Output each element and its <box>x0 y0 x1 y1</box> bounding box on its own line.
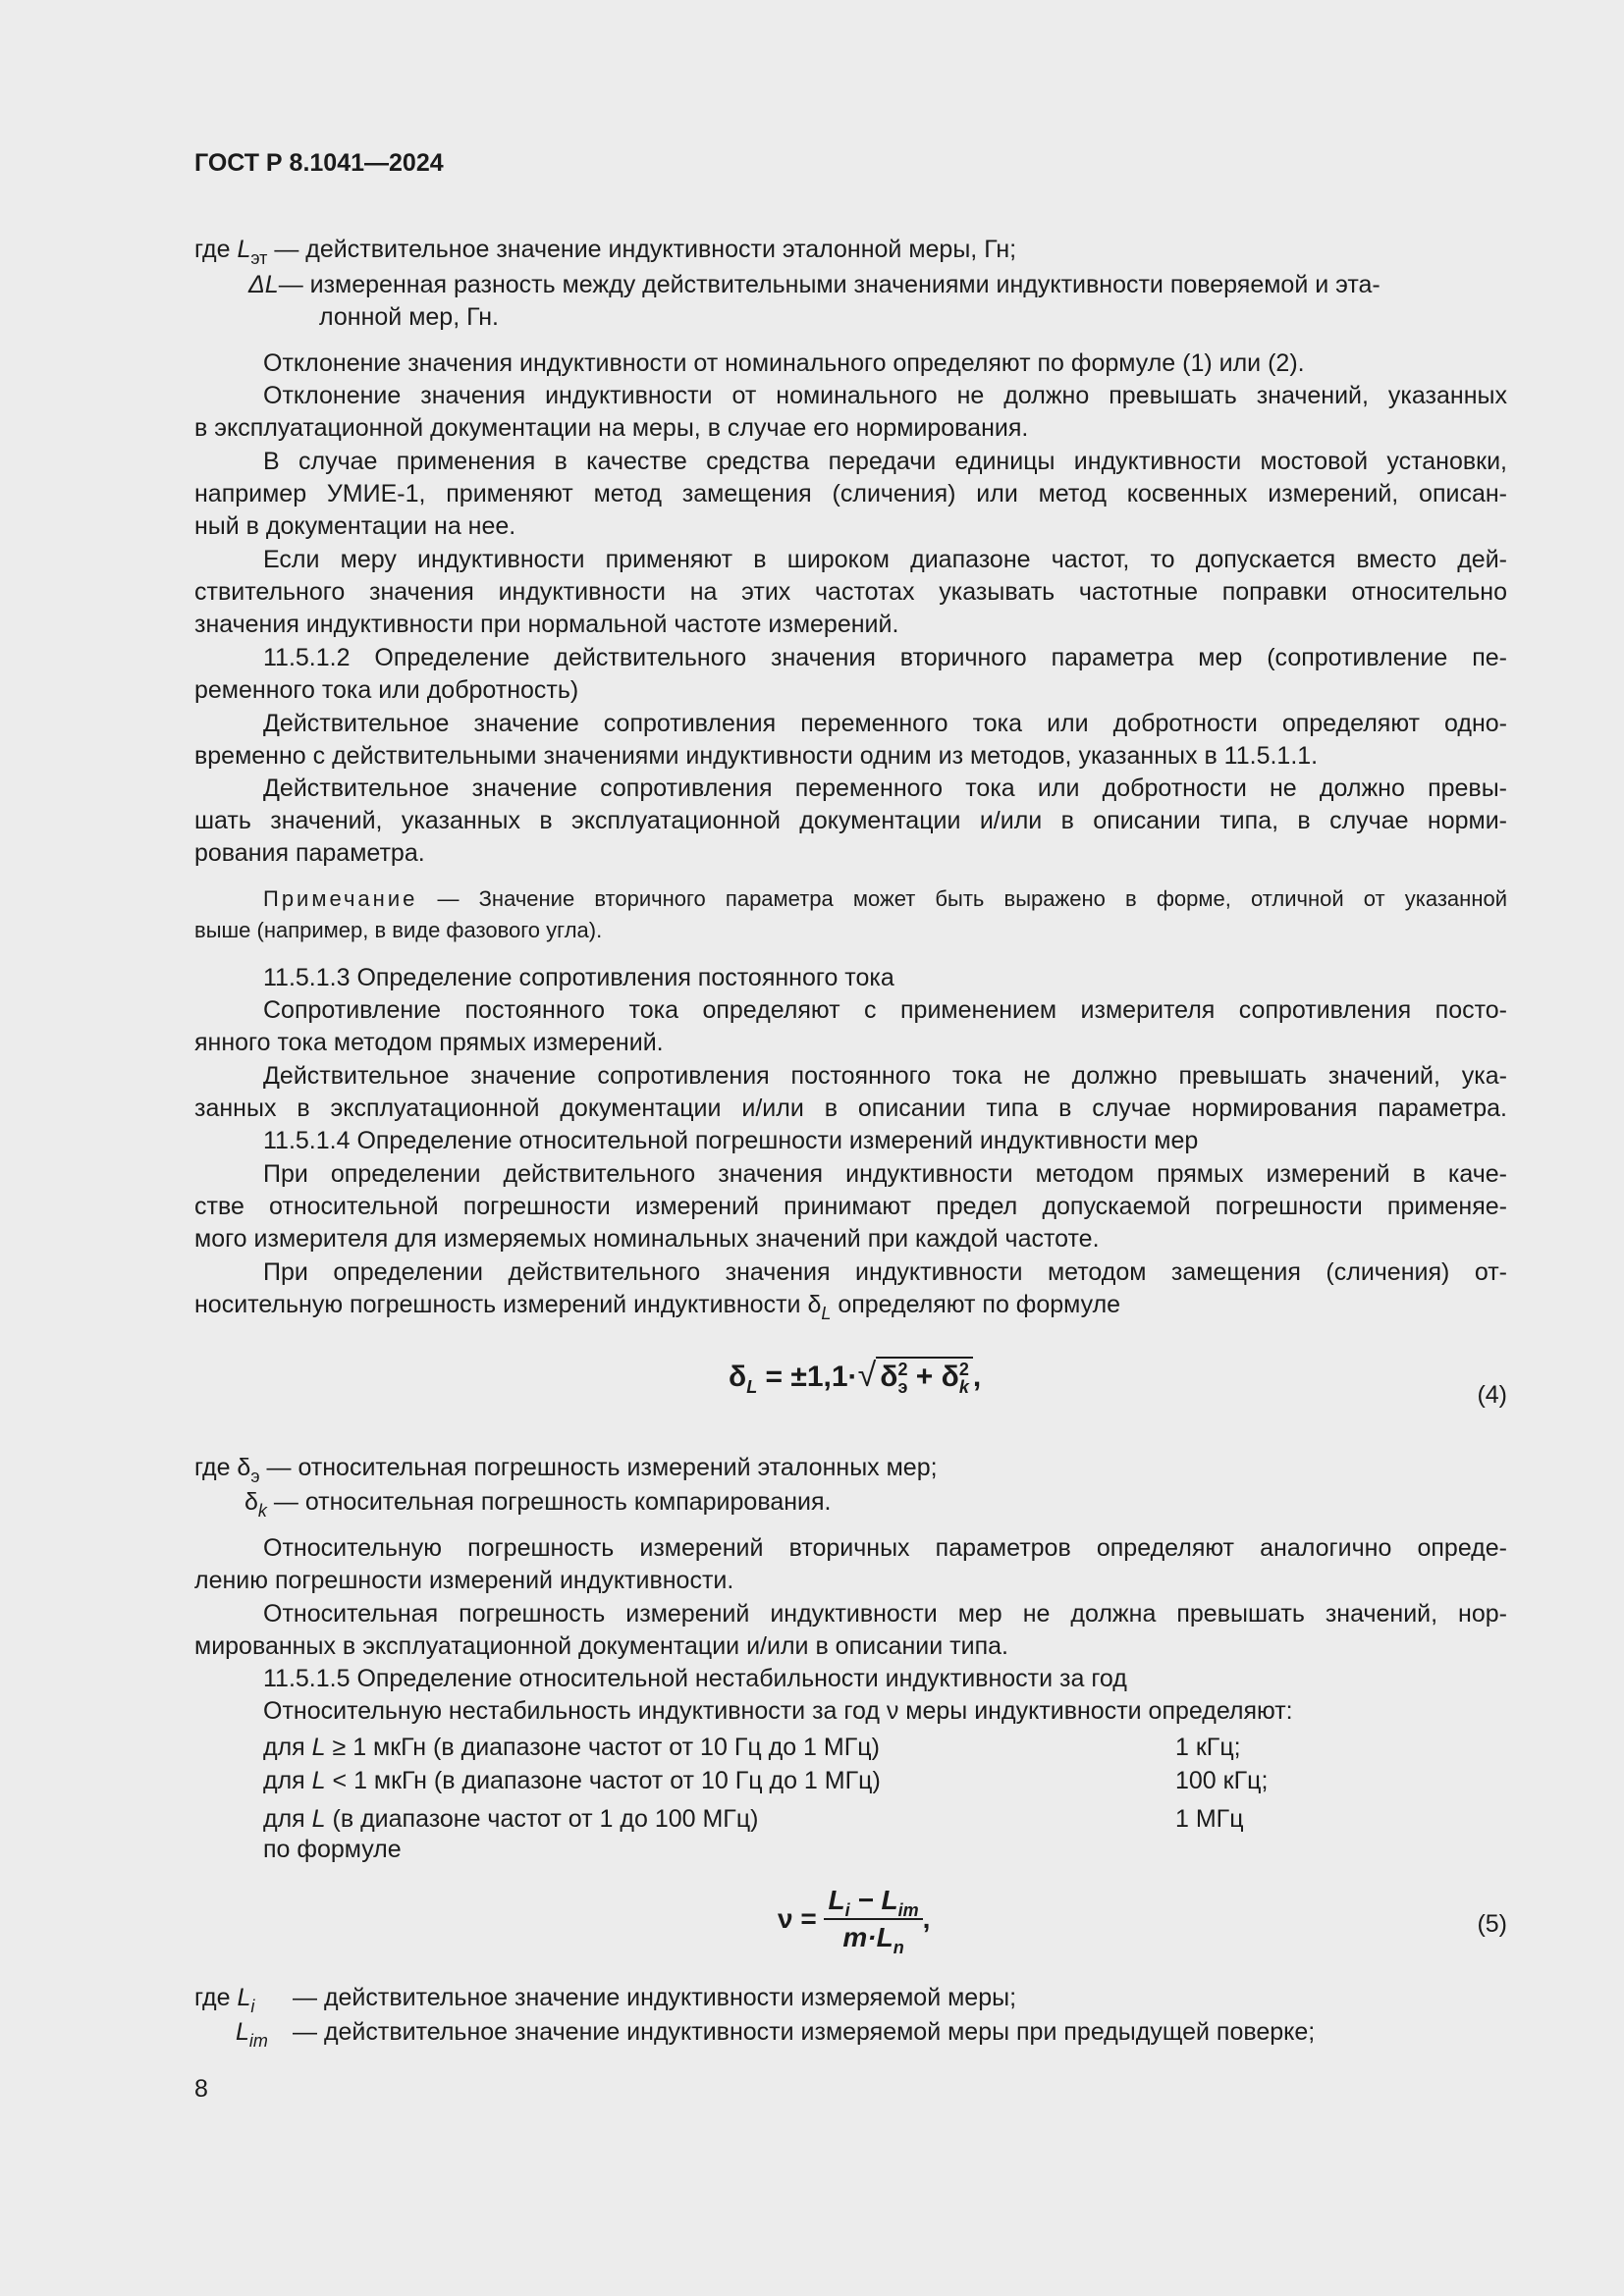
symbol-sub: i <box>250 1997 255 2016</box>
paragraph: Действительное значение сопротивления постоянного тока не должно превышать значений, ука- <box>263 1062 1507 1090</box>
symbol-sub: эт <box>250 248 268 268</box>
equation-number-4: (4) <box>1477 1381 1507 1409</box>
where-text: — действительное значение индуктивности измеряемой меры при предыдущей поверке; <box>293 2018 1316 2046</box>
symbol-sub: L <box>821 1304 832 1323</box>
where-prefix: где <box>194 236 238 263</box>
paragraph: по формуле <box>263 1836 402 1863</box>
section-heading: 11.5.1.5 Определение относительной нестабильности индуктивности за год <box>263 1665 1127 1692</box>
paragraph: Действительное значение сопротивления переменного тока или добротности определяют одно- <box>263 710 1507 737</box>
symbol-l: L <box>311 1805 326 1833</box>
paragraph: занных в эксплуатационной документации и/или в описании типа в случае нормирования параметра. <box>194 1095 1507 1122</box>
formula-lhs: ν = <box>778 1903 825 1934</box>
where-line-2 <box>236 2016 268 2049</box>
formula-symbol: δ <box>729 1361 747 1393</box>
formula-4 <box>729 1357 981 1395</box>
note <box>263 883 1507 914</box>
formula-symbol: L <box>828 1885 845 1915</box>
note-label: Примечание <box>263 886 418 911</box>
formula-eq: = ±1,1· <box>757 1361 858 1393</box>
paragraph <box>194 1289 1120 1321</box>
section-heading: 11.5.1.2 Определение действительного значения вторичного параметра мер (сопротивление пе- <box>263 644 1507 671</box>
formula-tail: , <box>922 1903 931 1934</box>
fraction-numerator <box>824 1885 922 1920</box>
paragraph: шать значений, указанных в эксплуатационной документации и/или в описании типа, в случае норми- <box>194 807 1507 834</box>
formula-power: 2 <box>958 1360 969 1379</box>
paragraph: Отклонение значения индуктивности от номинального не должно превышать значений, указанных <box>263 382 1507 409</box>
paragraph: мированных в эксплуатационной документации и/или в описании типа. <box>194 1632 1008 1660</box>
paragraph: Действительное значение сопротивления переменного тока или добротности не должно превы- <box>263 774 1507 802</box>
paragraph: Если меру индуктивности применяют в широком диапазоне частот, то допускается вместо дей- <box>263 546 1507 573</box>
where-line-2 <box>248 269 1380 301</box>
paragraph: мого измерителя для измеряемых номинальных значений при каждой частоте. <box>194 1225 1100 1253</box>
symbol-sub: im <box>248 2031 268 2051</box>
formula-sub: э <box>897 1377 908 1397</box>
where-text: — действительное значение индуктивности измеряемой меры; <box>293 1984 1017 2011</box>
paragraph: например УМИЕ-1, применяют метод замещения (сличения) или метод косвенных измерений, описан- <box>194 480 1507 507</box>
symbol-l: L <box>236 2018 249 2046</box>
formula-tail: , <box>972 1361 982 1393</box>
paragraph: стве относительной погрешности измерений принимают предел допускаемой погрешности применяе- <box>194 1193 1507 1220</box>
equation-number-5: (5) <box>1477 1910 1507 1938</box>
paragraph: значения индуктивности при нормальной частоте измерений. <box>194 611 899 638</box>
note-text: выше (например, в виде фазового угла). <box>194 918 603 942</box>
paragraph: янного тока методом прямых измерений. <box>194 1029 664 1056</box>
formula-sub: n <box>893 1938 904 1957</box>
formula-sub: im <box>897 1900 919 1920</box>
text: для <box>263 1767 312 1794</box>
section-heading: 11.5.1.4 Определение относительной погрешности измерений индуктивности мер <box>263 1127 1199 1154</box>
sqrt-body <box>876 1357 973 1397</box>
formula-sub: L <box>746 1377 758 1397</box>
paragraph: Относительная погрешность измерений индуктивности мер не должна превышать значений, нор- <box>263 1600 1507 1628</box>
formula-plus: + <box>907 1361 942 1393</box>
formula-sub: k <box>958 1377 969 1397</box>
condition-3 <box>263 1803 758 1836</box>
text: ≥ 1 мкГн (в диапазоне частот от 10 Гц до 1 МГц) <box>325 1734 880 1761</box>
paragraph: Отклонение значения индуктивности от номинального определяют по формуле (1) или (2). <box>263 349 1305 377</box>
section-heading: ременного тока или добротность) <box>194 676 579 704</box>
formula-symbol: δ <box>880 1361 898 1393</box>
paragraph: При определении действительного значения индуктивности методом замещения (сличения) от- <box>263 1258 1507 1286</box>
condition-2 <box>263 1765 881 1797</box>
fraction-denominator <box>824 1920 922 1957</box>
where-line-2 <box>244 1486 831 1519</box>
paragraph: В случае применения в качестве средства передачи единицы индуктивности мостовой установки, <box>263 448 1507 475</box>
text: < 1 мкГн (в диапазоне частот от 10 Гц до 1 МГц) <box>325 1767 881 1794</box>
symbol-sub: k <box>257 1501 267 1521</box>
formula-symbol: L <box>881 1885 898 1915</box>
where-line-1 <box>194 1452 938 1484</box>
symbol-l: L <box>237 1984 251 2011</box>
paragraph: Относительную погрешность измерений вторичных параметров определяют аналогично опреде- <box>263 1534 1507 1562</box>
symbol-delta-l: ΔL <box>248 271 279 298</box>
formula-symbol: m <box>842 1922 868 1952</box>
formula-symbol: δ <box>941 1361 959 1393</box>
formula-dot: · <box>867 1922 877 1952</box>
condition-1-value: 1 кГц; <box>1175 1734 1241 1761</box>
condition-1 <box>263 1732 880 1764</box>
where-prefix: где δ <box>194 1454 251 1481</box>
text: для <box>263 1734 312 1761</box>
text: для <box>263 1805 312 1833</box>
formula-power: 2 <box>897 1360 908 1379</box>
symbol-sub: э <box>250 1467 260 1486</box>
symbol-l: L <box>237 236 251 263</box>
where-text: — относительная погрешность измерений эталонных мер; <box>259 1454 938 1481</box>
paragraph: Относительную нестабильность индуктивности за год ν меры индуктивности определяют: <box>263 1697 1293 1725</box>
fraction <box>824 1885 922 1957</box>
where-line-3: лонной мер, Гн. <box>319 303 499 331</box>
condition-2-value: 100 кГц; <box>1175 1767 1269 1794</box>
text: (в диапазоне частот от 1 до 100 МГц) <box>325 1805 759 1833</box>
text: носительную погрешность измерений индуктивности δ <box>194 1291 822 1318</box>
section-heading: 11.5.1.3 Определение сопротивления постоянного тока <box>263 964 894 991</box>
where-line-1 <box>194 1982 254 2014</box>
sqrt-sign: √ <box>857 1357 877 1394</box>
where-line-1 <box>194 234 1016 266</box>
text: определяют по формуле <box>831 1291 1121 1318</box>
document-header: ГОСТ Р 8.1041—2024 <box>194 149 444 177</box>
note-text: — Значение вторичного параметра может быть выражено в форме, отличной от указанной <box>417 886 1507 911</box>
paragraph: временно с действительными значениями индуктивности одним из методов, указанных в 11.5.1.1. <box>194 742 1319 770</box>
where-text: — измеренная разность между действительными значениями индуктивности поверяемой и эта- <box>278 271 1380 298</box>
where-prefix: где <box>194 1984 238 2011</box>
paragraph: в эксплуатационной документации на меры, в случае его нормирования. <box>194 414 1029 442</box>
symbol-l: L <box>311 1767 326 1794</box>
page-number: 8 <box>194 2075 208 2103</box>
where-text: — действительное значение индуктивности эталонной меры, Гн; <box>267 236 1017 263</box>
formula-symbol: L <box>876 1922 893 1952</box>
condition-3-value: 1 МГц <box>1175 1805 1244 1833</box>
paragraph: ный в документации на нее. <box>194 512 516 540</box>
paragraph: ствительного значения индуктивности на этих частотах указывать частотные поправки относительно <box>194 578 1507 606</box>
paragraph: рования параметра. <box>194 839 425 867</box>
paragraph: лению погрешности измерений индуктивности. <box>194 1567 734 1594</box>
formula-minus: − <box>849 1885 882 1915</box>
where-text: — относительная погрешность компарирования. <box>266 1488 832 1516</box>
paragraph: При определении действительного значения индуктивности методом прямых измерений в каче- <box>263 1160 1507 1188</box>
formula-5 <box>778 1885 931 1957</box>
paragraph: Сопротивление постоянного тока определяют с применением измерителя сопротивления посто- <box>263 996 1507 1024</box>
formula-sub: i <box>844 1900 850 1920</box>
symbol-delta: δ <box>244 1488 258 1516</box>
symbol-l: L <box>311 1734 326 1761</box>
